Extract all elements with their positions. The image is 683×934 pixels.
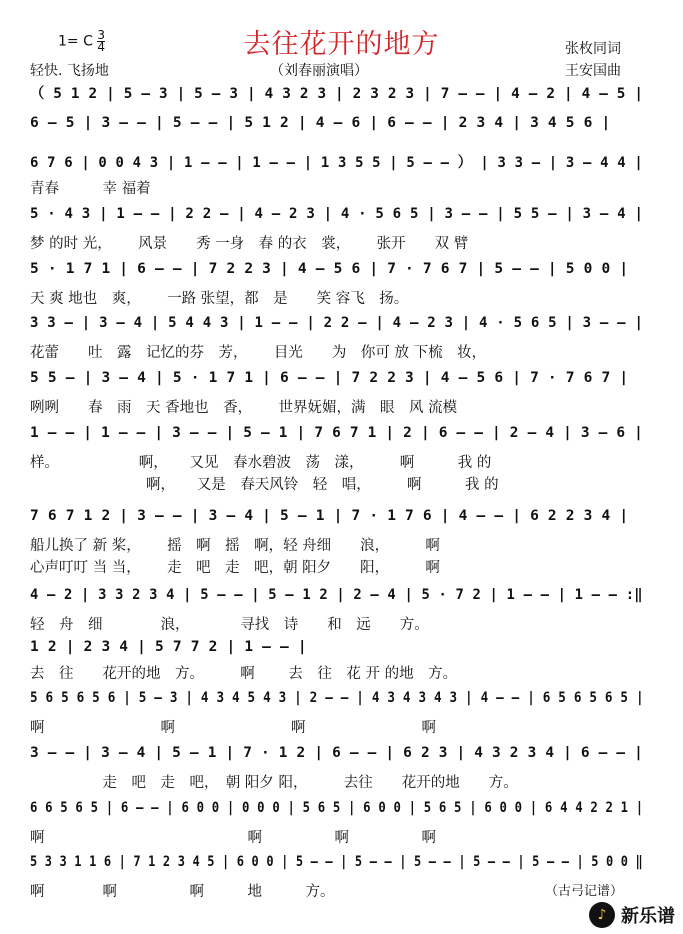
song-title: 去往花开的地方 xyxy=(243,29,440,60)
notation-row: 1 – – | 1 – – | 3 – – | 5 – 1 | 7 6 7 1 | 2 | 6 – – | 2 – 4 | 3 – 6 | xyxy=(30,425,644,441)
lyric-line: 轻 舟 细 浪， 寻找 诗 和 远 方。 xyxy=(30,617,429,633)
lyric-line: 走 吧 走 吧， 朝 阳夕 阳， 去往 花开的地 方。 xyxy=(30,775,518,791)
key-text: 1= C xyxy=(58,33,93,50)
lyric-line: 青春 幸 福着 xyxy=(30,181,151,197)
music-disc-icon: ♪ xyxy=(589,902,615,928)
logo-text: 新乐谱 xyxy=(621,906,675,927)
notation-row: 3 3 – | 3 – 4 | 5 4 4 3 | 1 – – | 2 2 – | 4 – 2 3 | 4 · 5 6 5 | 3 – – | xyxy=(30,315,644,331)
notation-row: 4 – 2 | 3 3 2 3 4 | 5 – – | 5 – 1 2 | 2 – 4 | 5 · 7 2 | 1 – – | 1 – – :‖ xyxy=(30,587,643,603)
lyric-line: 啊 啊 啊 啊 xyxy=(30,830,436,846)
tempo-marking: 轻快. 飞扬地 xyxy=(30,63,109,79)
lyric-line: 心声叮叮 当 当， 走 吧 走 吧，朝 阳夕 阳， 啊 xyxy=(30,560,440,576)
notation-row: 3 – – | 3 – 4 | 5 – 1 | 7 · 1 2 | 6 – – | 6 2 3 | 4 3 2 3 4 | 6 – – | xyxy=(30,745,644,761)
notation-row: 7 6 7 1 2 | 3 – – | 3 – 4 | 5 – 1 | 7 · 1 7 6 | 4 – – | 6 2 2 3 4 | xyxy=(30,508,629,524)
notation-row: 6 6 5 6 5 | 6 – – | 6 0 0 | 0 0 0 | 5 6 5 | 6 0 0 | 5 6 5 | 6 0 0 | 6 4 4 2 2 1 | xyxy=(30,800,644,816)
lyric-line: 梦 的时 光， 风景 秀 一身 春 的衣 裳， 张开 双 臂 xyxy=(30,236,469,252)
site-logo[interactable] xyxy=(589,902,675,928)
notation-row: 1 2 | 2 3 4 | 5 7 7 2 | 1 – – | xyxy=(30,639,307,655)
lyricist: 张枚同词 xyxy=(565,41,621,57)
time-sig-top: 3 xyxy=(97,28,105,42)
lyric-line: 啊， 又是 春天风铃 轻 唱， 啊 我 的 xyxy=(30,477,499,493)
notation-row: （ 5 1 2 | 5 – 3 | 5 – 3 | 4 3 2 3 | 2 3 2 3 | 7 – – | 4 – 2 | 4 – 5 | xyxy=(30,86,644,102)
notation-row: 6 7 6 | 0 0 4 3 | 1 – – | 1 – – | 1 3 5 5 | 5 – – ） | 3 3 – | 3 – 4 4 | xyxy=(30,155,643,171)
notation-row: 5 · 4 3 | 1 – – | 2 2 – | 4 – 2 3 | 4 · 5 6 5 | 3 – – | 5 5 – | 3 – 4 | xyxy=(30,206,644,222)
lyric-line: 样。 啊， 又见 春水碧波 荡 漾， 啊 我 的 xyxy=(30,455,492,471)
lyric-line: 天 爽 地也 爽， 一路 张望，都 是 笑 容飞 扬。 xyxy=(30,291,409,307)
lyric-line: 咧咧 春 雨 天 香地也 香， 世界妩媚，满 眼 风 流模 xyxy=(30,400,458,416)
lyric-line: 花蕾 吐 露 记忆的芬 芳， 目光 为 你可 放 下梳 妆， xyxy=(30,345,487,361)
transcriber-credit: （古弓记谱） xyxy=(545,884,624,899)
notation-row: 6 – 5 | 3 – – | 5 – – | 5 1 2 | 4 – 6 | 6 – – | 2 3 4 | 3 4 5 6 | xyxy=(30,115,611,131)
lyric-line: 啊 啊 啊 地 方。 xyxy=(30,884,335,900)
lyric-line: 啊 啊 啊 啊 xyxy=(30,720,436,736)
composer: 王安国曲 xyxy=(565,63,621,79)
performer: （刘春丽演唱） xyxy=(270,63,368,79)
notation-row: 5 3 3 1 1 6 | 7 1 2 3 4 5 | 6 0 0 | 5 – – | 5 – – | 5 – – | 5 – – | 5 – – | 5 0 0 ‖ xyxy=(30,854,643,870)
notation-row: 5 5 – | 3 – 4 | 5 · 1 7 1 | 6 – – | 7 2 2 3 | 4 – 5 6 | 7 · 7 6 7 | xyxy=(30,370,629,386)
notation-row: 5 6 5 6 5 6 | 5 – 3 | 4 3 4 5 4 3 | 2 – – | 4 3 4 3 4 3 | 4 – – | 6 5 6 5 6 5 | xyxy=(30,690,644,706)
lyric-line: 去 往 花开的地 方。 啊 去 往 花 开 的地 方。 xyxy=(30,666,458,682)
time-sig-bottom: 4 xyxy=(97,40,105,54)
lyric-line: 船儿换了 新 桨， 摇 啊 摇 啊，轻 舟细 浪， 啊 xyxy=(30,538,440,554)
notation-row: 5 · 1 7 1 | 6 – – | 7 2 2 3 | 4 – 5 6 | 7 · 7 6 7 | 5 – – | 5 0 0 | xyxy=(30,261,629,277)
